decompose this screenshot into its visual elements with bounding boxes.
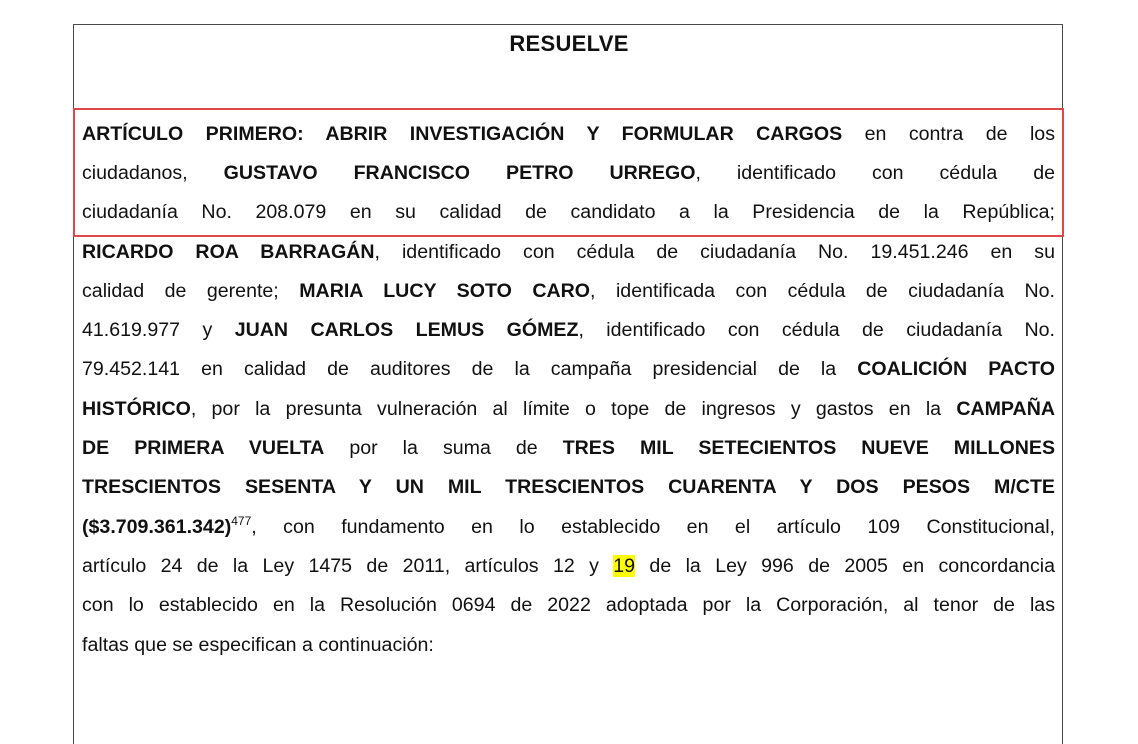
text-line <box>82 596 1055 616</box>
text-segment: con lo establecido en la Resolución 0694 de 2022 adoptada por la Corporación, al tenor de las <box>82 594 1055 616</box>
text-line <box>82 439 1055 459</box>
text-segment: HISTÓRICO <box>82 398 191 420</box>
text-segment: , identificado con cédula de ciudadanía No. 19.451.246 en su <box>374 241 1055 263</box>
text-segment: , identificado con cédula de ciudadanía No. <box>578 319 1056 341</box>
text-line <box>82 557 1055 577</box>
text-line <box>82 636 1055 656</box>
text-segment: CAMPAÑA <box>956 398 1055 420</box>
text-segment: JUAN CARLOS LEMUS GÓMEZ <box>234 319 579 341</box>
text-segment: ($3.709.361.342) <box>82 516 232 538</box>
text-line <box>82 321 1055 341</box>
text-segment: ciudadanía No. 208.079 en su calidad de candidato a la Presidencia de la República; <box>82 201 1055 223</box>
text-segment: RICARDO ROA BARRAGÁN <box>82 241 375 263</box>
section-title: RESUELVE <box>509 31 629 56</box>
text-line <box>82 164 1055 184</box>
text-line <box>82 125 1055 145</box>
text-segment: artículo 24 de la Ley 1475 de 2011, artículos 12 y <box>82 555 614 577</box>
text-line <box>82 282 1055 302</box>
text-line <box>82 514 1055 538</box>
text-segment: TRES MIL SETECIENTOS NUEVE MILLONES <box>562 437 1056 459</box>
text-segment: DE PRIMERA VUELTA <box>82 437 325 459</box>
text-segment: MARIA LUCY SOTO CARO <box>299 280 591 302</box>
text-segment: , identificado con cédula de <box>695 162 1055 184</box>
text-segment: 79.452.141 en calidad de auditores de la campaña presidencial de la <box>82 358 858 380</box>
text-segment: , con fundamento en lo establecido en el artículo 109 Constitucional, <box>251 516 1055 538</box>
text-line <box>82 478 1055 498</box>
text-line <box>82 360 1055 380</box>
text-segment: por la suma de <box>324 437 563 459</box>
text-segment: faltas que se especifican a continuación: <box>82 634 434 656</box>
text-segment: ARTÍCULO PRIMERO: ABRIR INVESTIGACIÓN Y FORMULAR CARGOS <box>82 123 843 145</box>
text-segment: TRESCIENTOS SESENTA Y UN MIL TRESCIENTOS CUARENTA Y DOS PESOS M/CTE <box>82 476 1055 498</box>
highlighted-text: 19 <box>613 555 636 577</box>
text-segment: ciudadanos, <box>82 162 224 184</box>
text-line <box>82 400 1055 420</box>
text-segment: , por la presunta vulneración al límite o tope de ingresos y gastos en la <box>190 398 957 420</box>
text-segment: COALICIÓN PACTO <box>857 358 1055 380</box>
text-segment: en contra de los <box>842 123 1056 145</box>
footnote-ref: 477 <box>231 514 252 528</box>
text-segment: , identificada con cédula de ciudadanía No. <box>590 280 1055 302</box>
text-segment: GUSTAVO FRANCISCO PETRO URREGO <box>223 162 696 184</box>
text-segment: de la Ley 996 de 2005 en concordancia <box>635 555 1056 577</box>
text-line <box>82 203 1055 223</box>
text-segment: 41.619.977 y <box>82 319 235 341</box>
text-line <box>82 243 1055 263</box>
text-segment: calidad de gerente; <box>82 280 300 302</box>
